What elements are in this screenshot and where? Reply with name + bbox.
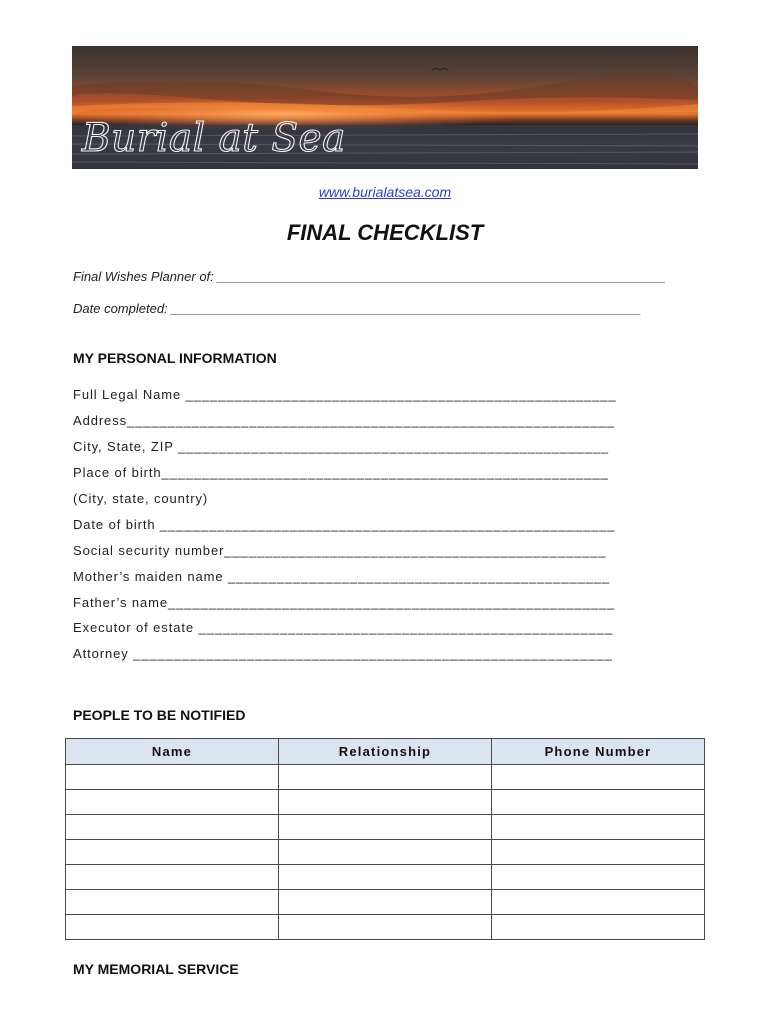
- phone-cell[interactable]: [492, 915, 705, 940]
- phone-cell[interactable]: [492, 890, 705, 915]
- name-cell[interactable]: [66, 790, 279, 815]
- relationship-cell[interactable]: [279, 915, 492, 940]
- city-state-zip-field[interactable]: City, State, ZIP _____________________________________________________: [73, 439, 610, 454]
- table-row: [66, 765, 705, 790]
- place-of-birth-hint: (City, state, country): [73, 491, 209, 506]
- table-row: [66, 815, 705, 840]
- full-legal-name-field[interactable]: Full Legal Name _____________________________________________________: [73, 387, 617, 402]
- table-row: [66, 915, 705, 940]
- name-cell[interactable]: [66, 815, 279, 840]
- phone-cell[interactable]: [492, 865, 705, 890]
- name-cell[interactable]: [66, 915, 279, 940]
- name-cell[interactable]: [66, 865, 279, 890]
- relationship-cell[interactable]: [279, 840, 492, 865]
- relationship-cell[interactable]: [279, 790, 492, 815]
- planner-of-field[interactable]: Final Wishes Planner of: ______________________________________________________________: [73, 269, 666, 284]
- executor-field[interactable]: Executor of estate ___________________________________________________: [73, 620, 614, 635]
- fathers-name-field[interactable]: Father’s name_______________________________________________________: [73, 595, 616, 610]
- place-of-birth-field[interactable]: Place of birth_______________________________________________________: [73, 465, 609, 480]
- phone-cell[interactable]: [492, 765, 705, 790]
- banner-image: [72, 46, 698, 169]
- relationship-cell[interactable]: [279, 865, 492, 890]
- phone-cell[interactable]: [492, 790, 705, 815]
- people-notified-heading: PEOPLE TO BE NOTIFIED: [73, 707, 246, 723]
- banner-title: Burial at Sea: [82, 116, 346, 161]
- mothers-maiden-name-field[interactable]: Mother’s maiden name _______________________________________________: [73, 569, 611, 584]
- phone-cell[interactable]: [492, 840, 705, 865]
- column-header-phone: Phone Number: [492, 739, 705, 765]
- relationship-cell[interactable]: [279, 765, 492, 790]
- personal-info-heading: MY PERSONAL INFORMATION: [73, 350, 277, 366]
- address-field[interactable]: Address____________________________________________________________: [73, 413, 615, 428]
- table-row: [66, 890, 705, 915]
- website-link[interactable]: www.burialatsea.com: [318, 184, 452, 200]
- table-header-row: [66, 739, 705, 765]
- name-cell[interactable]: [66, 765, 279, 790]
- phone-cell[interactable]: [492, 815, 705, 840]
- relationship-cell[interactable]: [279, 890, 492, 915]
- page-title: FINAL CHECKLIST: [286, 220, 484, 245]
- attorney-field[interactable]: Attorney ___________________________________________________________: [73, 646, 613, 661]
- column-header-relationship: Relationship: [279, 739, 492, 765]
- date-completed-field[interactable]: Date completed: _________________________________________________________________: [73, 301, 642, 316]
- people-notified-table: [65, 738, 705, 940]
- column-header-name: Name: [66, 739, 279, 765]
- date-of-birth-field[interactable]: Date of birth ________________________________________________________: [73, 517, 616, 532]
- memorial-service-heading: MY MEMORIAL SERVICE: [73, 961, 239, 977]
- name-cell[interactable]: [66, 890, 279, 915]
- relationship-cell[interactable]: [279, 815, 492, 840]
- table-row: [66, 790, 705, 815]
- table-row: [66, 865, 705, 890]
- ssn-field[interactable]: Social security number_______________________________________________: [73, 543, 607, 558]
- name-cell[interactable]: [66, 840, 279, 865]
- table-row: [66, 840, 705, 865]
